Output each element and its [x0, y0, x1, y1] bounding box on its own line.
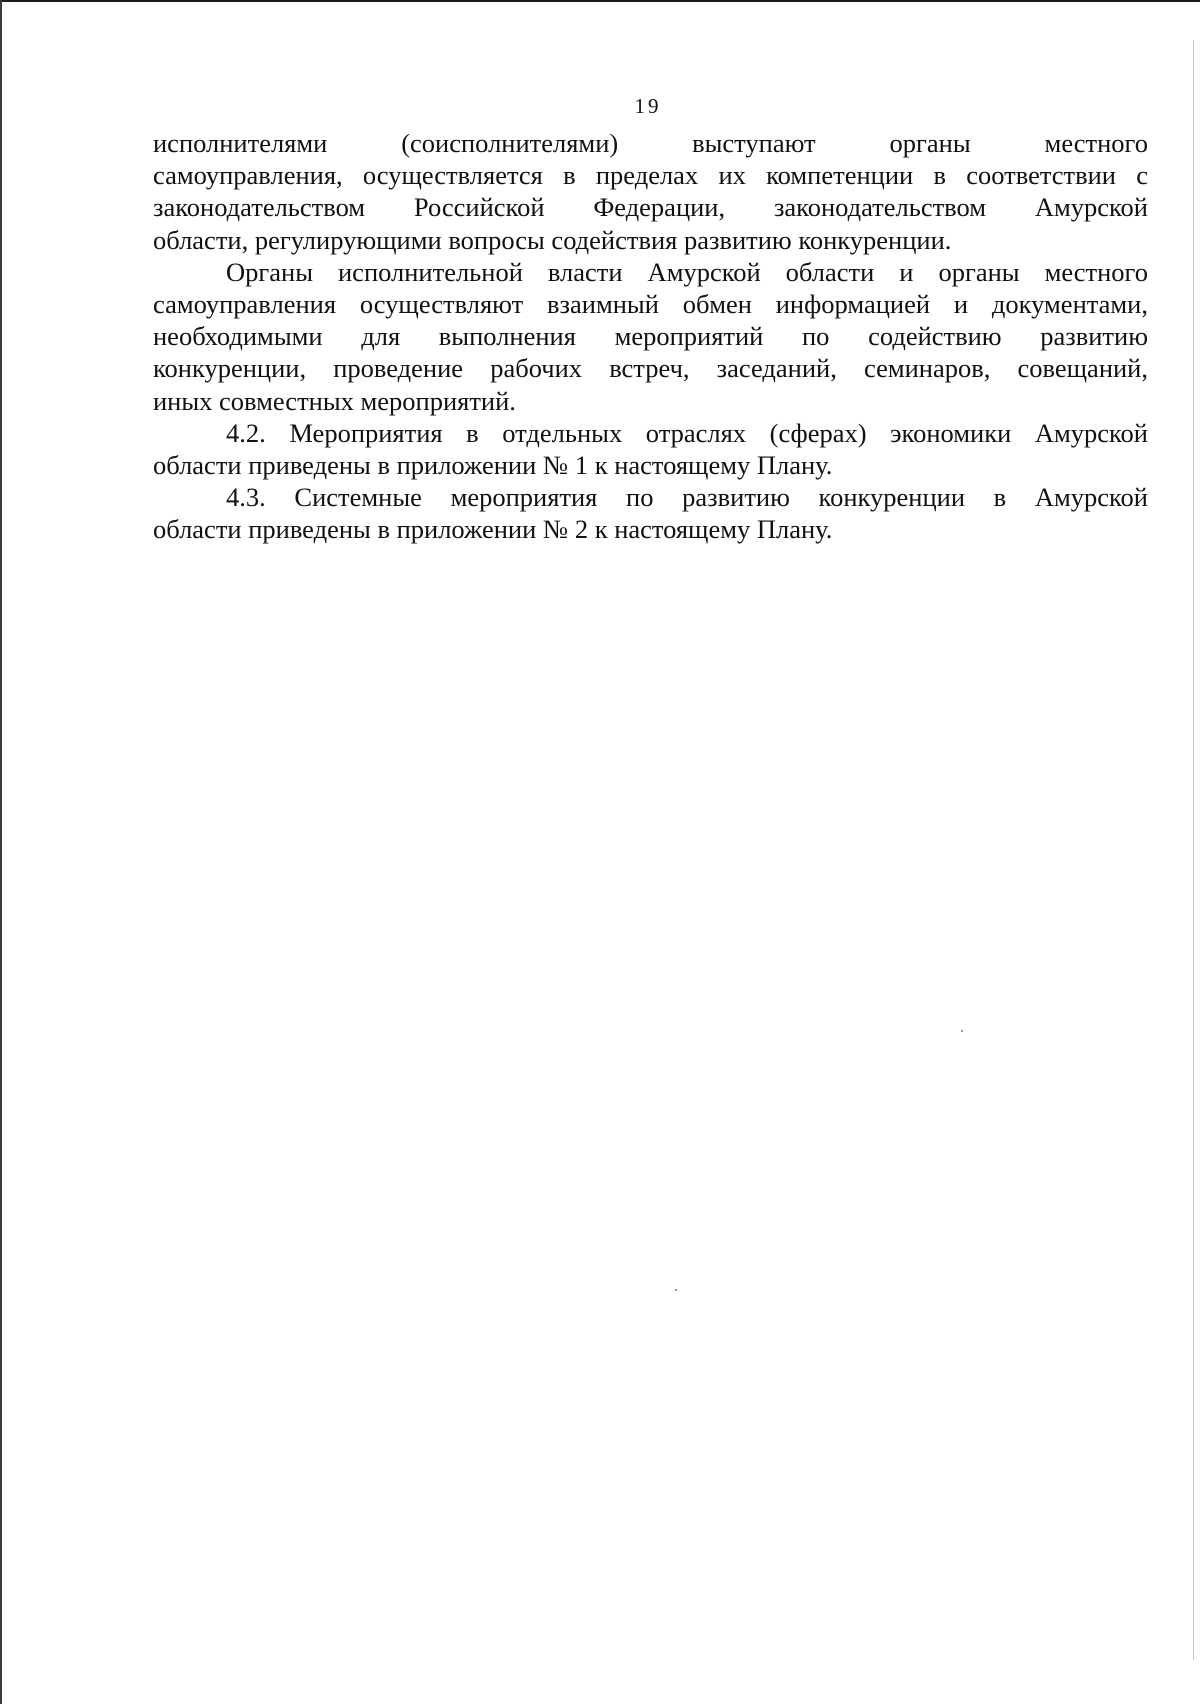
text-line: области, регулирующими вопросы содействия развитию конкуренции. [153, 224, 952, 255]
paragraph-4 [153, 481, 1148, 545]
text-line: области приведены в приложении № 2 к настоящему Плану. [153, 514, 833, 545]
paragraph-3 [153, 417, 1148, 481]
scan-speck [675, 1289, 677, 1291]
scan-edge-right [1193, 40, 1194, 1660]
document-body [153, 127, 1148, 546]
scan-speck [961, 1030, 963, 1032]
text-line: исполнителями (соисполнителями) выступают органы местного [153, 128, 1148, 158]
scan-edge-left [0, 0, 2, 1704]
paragraph-1 [153, 127, 1148, 256]
text-line: области приведены в приложении № 1 к настоящему Плану. [153, 450, 833, 481]
text-line: иных совместных мероприятий. [153, 385, 516, 416]
page-number: 19 [634, 94, 662, 118]
text-line: 4.2. Мероприятия в отдельных отраслях (сферах) экономики Амурской [226, 417, 1148, 448]
text-line: самоуправления, осуществляется в пределах их компетенции в соответствии с [153, 160, 1148, 191]
text-line: необходимыми для выполнения мероприятий по содействию развитию [153, 321, 1148, 352]
text-line: Органы исполнительной власти Амурской области и органы местного [226, 256, 1148, 287]
text-line: законодательством Российской Федерации, законодательством Амурской [153, 192, 1148, 223]
text-line: 4.3. Системные мероприятия по развитию конкуренции в Амурской [226, 482, 1148, 513]
scan-edge-top [0, 0, 1200, 2]
text-line: самоуправления осуществляют взаимный обмен информацией и документами, [153, 289, 1148, 320]
paragraph-2 [153, 256, 1148, 417]
text-line: конкуренции, проведение рабочих встреч, заседаний, семинаров, совещаний, [153, 353, 1148, 384]
